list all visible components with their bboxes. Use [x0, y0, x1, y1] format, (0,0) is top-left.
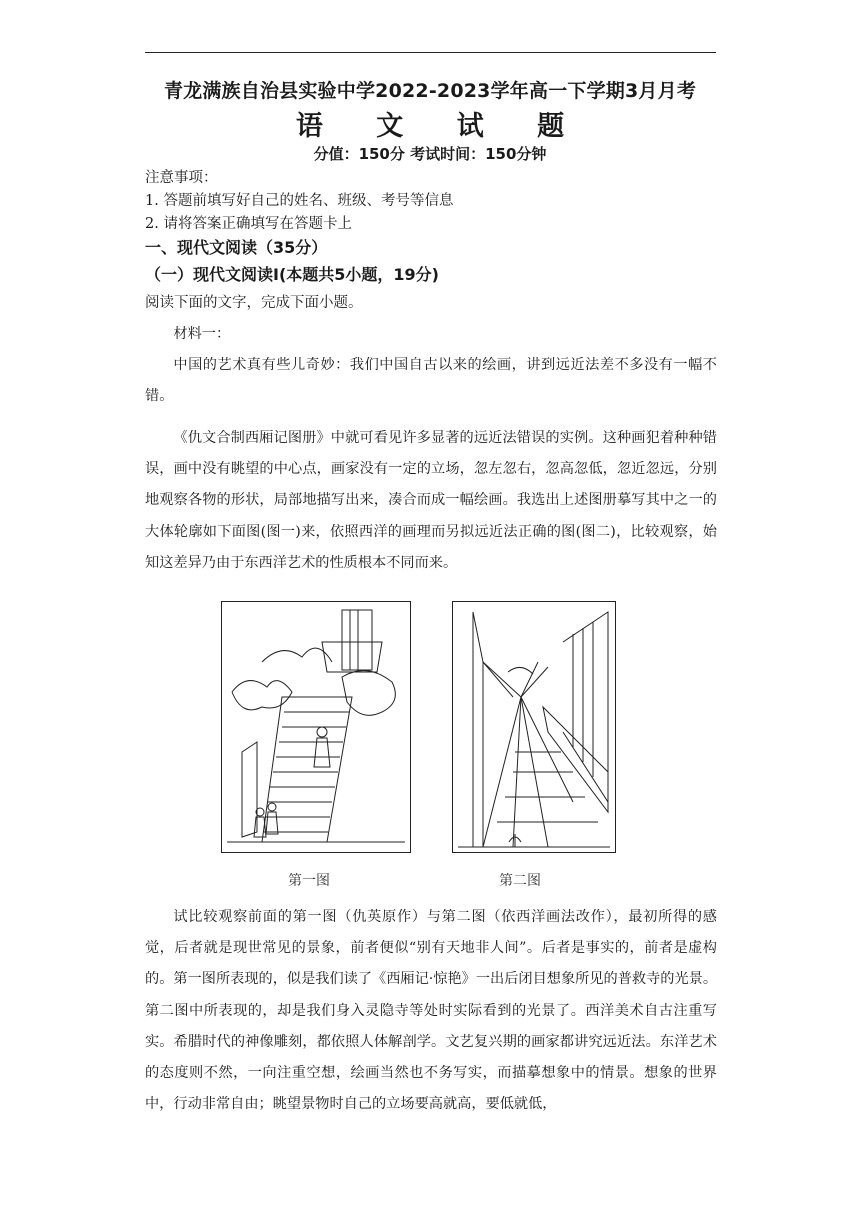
subject-title: 语 文 试 题: [295, 111, 587, 142]
reading-instruction: 阅读下面的文字，完成下面小题。: [145, 295, 363, 311]
paragraph-2: 《仇文合制西厢记图册》中就可看见许多显著的远近法错误的实例。这种画犯着种种错误，画中没有眺望的中心点，画家没有一定的立场，忽左忽右，忽高忽低，忽近忽远，分别地观察各物的形状，局部地描写出来，凑合而成一幅绘画。我选出上述图册摹写其中之一的大体轮廓如下面图(图一)来，依照西洋的画理而另拟远近法正确的图(图二)，比较观察，始知这差异乃由于东西洋艺术的性质根本不同而来。: [145, 430, 717, 571]
section-heading: 一、现代文阅读（35分）: [145, 238, 328, 257]
figure-1-caption: 第一图: [288, 873, 330, 889]
figure-2-caption: 第二图: [499, 873, 541, 889]
figure-2-drawing: [453, 602, 615, 852]
score-time-info: 分值：150分 考试时间：150分钟: [313, 145, 547, 163]
figure-2-perspective-drawing: [452, 601, 616, 853]
figure-1-drawing: [222, 602, 410, 852]
note-item-1: 1. 答题前填写好自己的姓名、班级、考号等信息: [145, 193, 454, 209]
notes-heading: 注意事项：: [145, 170, 218, 186]
paragraph-1: 中国的艺术真有些儿奇妙：我们中国自古以来的绘画，讲到远近法差不多没有一幅不错。: [145, 357, 717, 405]
figure-1-original-painting: [221, 601, 411, 853]
material-label: 材料一：: [173, 326, 231, 342]
subsection-heading: （一）现代文阅读Ⅰ(本题共5小题，19分): [145, 265, 439, 284]
paragraph-3: 试比较观察前面的第一图（仇英原作）与第二图（依西洋画法改作），最初所得的感觉，后者就是现世常见的景象，前者便似“别有天地非人间”。后者是事实的，前者是虚构的。第一图所表现的，似是我们读了《西厢记·惊艳》一出后闭目想象所见的普救寺的光景。第二图中所表现的，却是我们身入灵隐寺等处时实际看到的光景了。西洋美术自古注重写实。希腊时代的神像雕刻，都依照人体解剖学。文艺复兴期的画家都讲究远近法。东洋艺术的态度则不然，一向注重空想，绘画当然也不务写实，而描摹想象中的情景。想象的世界中，行动非常自由；眺望景物时自己的立场要高就高，要低就低，: [145, 909, 718, 1113]
note-item-2: 2. 请将答案正确填写在答题卡上: [145, 216, 352, 232]
exam-title: 青龙满族自治县实验中学2022-2023学年高一下学期3月月考: [163, 80, 697, 102]
top-rule: [145, 52, 716, 53]
